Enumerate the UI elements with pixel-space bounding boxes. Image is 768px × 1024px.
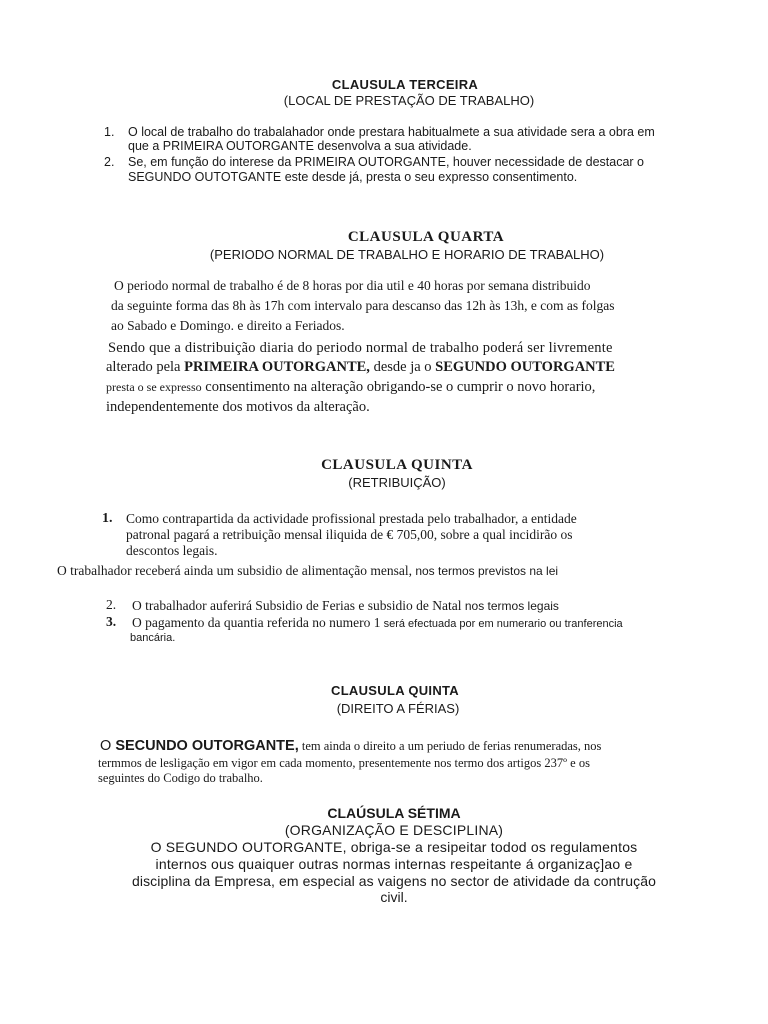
paragraph-line: ao Sabado e Domingo. e direito a Feriados. xyxy=(111,318,345,333)
list-item-line: SEGUNDO OUTOTGANTE este desde já, presta o seu expresso consentimento. xyxy=(128,170,578,184)
list-item-line: patronal pagará a retribuição mensal iliquida de € 705,00, sobre a qual incidirão os xyxy=(126,527,573,542)
clausula-ferias-subtitle: (DIREITO A FÉRIAS) xyxy=(336,701,460,716)
paragraph-line: civil. xyxy=(380,889,408,905)
text-run: O trabalhador receberá ainda um subsidio de alimentação mensal, xyxy=(57,563,412,578)
list-item-number: 2. xyxy=(104,155,115,169)
text-run: nos termos legais xyxy=(461,599,559,613)
clausula-quinta-title: CLAUSULA QUINTA xyxy=(321,457,473,473)
list-item-line: Se, em função do interese da PRIMEIRA OUTORGANTE, houver necessidade de destacar o xyxy=(128,155,644,169)
clausula-terceira-title: CLAUSULA TERCEIRA xyxy=(331,77,479,92)
list-item-number: 3. xyxy=(106,614,117,629)
list-item-number: 1. xyxy=(104,125,115,139)
paragraph-line: O SEGUNDO OUTORGANTE, obriga-se a resipeitar todod os regulamentos xyxy=(150,839,638,855)
list-item-line: O local de trabalho do trabalahador onde prestara habitualmete a sua atividade sera a obra em xyxy=(128,125,655,139)
paragraph-line xyxy=(106,359,615,376)
list-item-number: 1. xyxy=(102,511,113,526)
emphasis-run: SEGUNDO OUTORGANTE xyxy=(435,359,615,375)
list-item-line: bancária. xyxy=(130,632,176,644)
text-run: alterado pela xyxy=(106,359,185,375)
paragraph-line: seguintes do Codigo do trabalho. xyxy=(98,771,263,785)
text-run: tem ainda o direito a um periudo de ferias renumeradas, nos xyxy=(298,739,602,753)
clausula-quinta-subtitle: (RETRIBUIÇÃO) xyxy=(348,475,446,490)
clausula-setima-title: CLAÚSULA SÉTIMA xyxy=(327,805,461,821)
clausula-quarta-title: CLAUSULA QUARTA xyxy=(347,229,505,245)
paragraph-line xyxy=(100,737,601,755)
list-item-line: que a PRIMEIRA OUTORGANTE desenvolva a sua atividade. xyxy=(128,139,472,153)
paragraph-line: disciplina da Empresa, em especial as vaigens no sector de atividade da contrução xyxy=(131,873,657,889)
list-item-line xyxy=(132,614,623,632)
paragraph-line: Sendo que a distribuição diaria do periodo normal de trabalho poderá ser livremente xyxy=(108,340,613,356)
clausula-setima-subtitle: (ORGANIZAÇÃO E DESCIPLINA) xyxy=(284,822,504,838)
paragraph-line: da seguinte forma das 8h às 17h com intervalo para descanso das 12h às 13h, e com as folgas xyxy=(111,298,615,313)
list-item-line: descontos legais. xyxy=(126,543,218,558)
paragraph-line: independentemente dos motivos da alteração. xyxy=(106,399,370,415)
paragraph-line: O periodo normal de trabalho é de 8 horas por dia util e 40 horas por semana distribuido xyxy=(114,278,591,293)
list-item-number: 2. xyxy=(106,597,117,612)
text-run: O pagamento da quantia referida no numero 1 xyxy=(132,615,381,630)
text-run: consentimento na alteração obrigando-se o cumprir o novo horario, xyxy=(201,379,596,395)
emphasis-run: SECUNDO OUTORGANTE, xyxy=(115,738,299,754)
text-run: O trabalhador auferirá Subsidio de Ferias e subsidio de Natal xyxy=(132,598,462,613)
clausula-terceira-subtitle: (LOCAL DE PRESTAÇÃO DE TRABALHO) xyxy=(283,93,535,108)
clausula-quarta-subtitle: (PERIODO NORMAL DE TRABALHO E HORARIO DE TRABALHO) xyxy=(209,247,605,262)
text-run: presta o se expresso xyxy=(106,380,202,394)
emphasis-run: PRIMEIRA OUTORGANTE, xyxy=(184,359,370,375)
list-item-line xyxy=(132,597,559,615)
clausula-ferias-title: CLAUSULA QUINTA xyxy=(331,683,459,698)
text-run: nos termos previstos na lei xyxy=(411,564,559,578)
text-run: será efectuada por em numerario ou tranferencia xyxy=(380,618,623,630)
list-item-line: Como contrapartida da actividade profissional prestada pelo trabalhador, a entidade xyxy=(126,511,577,526)
text-run: O xyxy=(100,738,116,754)
paragraph-line xyxy=(106,379,595,396)
text-run: desde ja o xyxy=(369,359,436,375)
paragraph-line: termmos de lesligação em vigor em cada momento, presentemente nos termo dos artigos 237º e os xyxy=(98,756,590,770)
subsidio-line xyxy=(57,562,558,580)
paragraph-line: internos ous quaiquer outras normas internas respeitante á organizaç]ao e xyxy=(155,856,633,872)
